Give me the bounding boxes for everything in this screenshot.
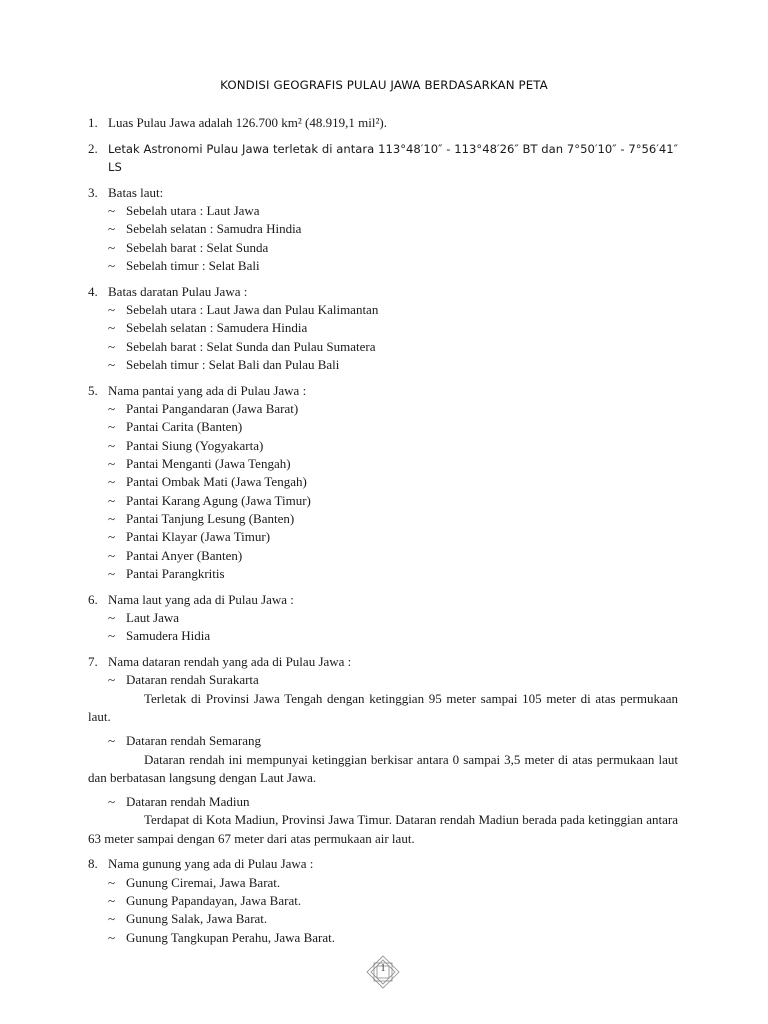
- sub-item-text: Pantai Ombak Mati (Jawa Tengah): [126, 474, 307, 490]
- sub-item: [108, 874, 678, 892]
- tilde-bullet: ~: [108, 565, 116, 581]
- sub-item: [108, 418, 678, 436]
- item-text: Nama gunung yang ada di Pulau Jawa :: [108, 856, 314, 872]
- tilde-bullet: ~: [108, 456, 116, 472]
- tilde-bullet: ~: [108, 437, 116, 453]
- list-item: [88, 591, 678, 646]
- sub-item-text: Pantai Parangkritis: [126, 565, 225, 581]
- tilde-bullet: ~: [108, 893, 116, 909]
- list-item: [88, 653, 678, 848]
- sub-item: [108, 437, 678, 455]
- sub-item-text: Pantai Karang Agung (Jawa Timur): [126, 492, 311, 508]
- item-text: Nama pantai yang ada di Pulau Jawa :: [108, 382, 307, 398]
- sub-item: [108, 671, 678, 689]
- sub-item: [108, 455, 678, 473]
- sub-item-text: Sebelah timur : Selat Bali: [126, 258, 260, 274]
- sub-item-description: Dataran rendah ini mempunyai ketinggian berkisar antara 0 sampai 3,5 meter di atas permukaan laut dan berbatasan langsung dengan Laut Jawa.: [88, 751, 678, 785]
- item-text: Batas daratan Pulau Jawa :: [108, 283, 248, 299]
- tilde-bullet: ~: [108, 474, 116, 490]
- list-item: [88, 283, 678, 374]
- sub-item-text: Laut Jawa: [126, 609, 180, 625]
- sub-item-text: Dataran rendah Surakarta: [126, 672, 259, 688]
- item-text: Luas Pulau Jawa adalah 126.700 km² (48.919,1 mil²).: [108, 115, 387, 130]
- sub-item: [108, 338, 678, 356]
- tilde-bullet: ~: [108, 221, 116, 237]
- sub-item: [108, 510, 678, 528]
- list-item: [88, 382, 678, 583]
- item-number: 2.: [88, 140, 98, 156]
- tilde-bullet: ~: [108, 672, 116, 688]
- sub-item: [108, 929, 678, 947]
- sub-item: [108, 528, 678, 546]
- sub-item: [108, 301, 678, 319]
- sub-item: [108, 565, 678, 583]
- tilde-bullet: ~: [108, 529, 116, 545]
- sub-item-text: Sebelah utara : Laut Jawa: [126, 203, 260, 219]
- sub-item: [108, 400, 678, 418]
- sub-item: [108, 793, 678, 811]
- tilde-bullet: ~: [108, 258, 116, 274]
- tilde-bullet: ~: [108, 419, 116, 435]
- tilde-bullet: ~: [108, 203, 116, 219]
- tilde-bullet: ~: [108, 510, 116, 526]
- sub-item: [108, 547, 678, 565]
- tilde-bullet: ~: [108, 401, 116, 417]
- sub-item: [108, 732, 678, 750]
- tilde-bullet: ~: [108, 338, 116, 354]
- sub-item: [108, 910, 678, 928]
- tilde-bullet: ~: [108, 609, 116, 625]
- sub-item-text: Sebelah timur : Selat Bali dan Pulau Bali: [126, 357, 340, 373]
- sub-item: [108, 627, 678, 645]
- document-body: [88, 114, 678, 954]
- tilde-bullet: ~: [108, 547, 116, 563]
- page-number: 1: [380, 963, 386, 974]
- sub-item: [108, 202, 678, 220]
- tilde-bullet: ~: [108, 733, 116, 749]
- tilde-bullet: ~: [108, 357, 116, 373]
- item-number: 1.: [88, 115, 98, 130]
- sub-item-description: Terletak di Provinsi Jawa Tengah dengan ketinggian 95 meter sampai 105 meter di atas permukaan laut.: [88, 690, 678, 724]
- sub-item: [108, 892, 678, 910]
- tilde-bullet: ~: [108, 929, 116, 945]
- item-text: Batas laut:: [108, 184, 164, 200]
- item-number: 4.: [88, 283, 98, 299]
- sub-item: [108, 609, 678, 627]
- sub-item-text: Pantai Menganti (Jawa Tengah): [126, 456, 291, 472]
- item-number: 8.: [88, 856, 98, 872]
- sub-item: [108, 257, 678, 275]
- sub-item: [108, 319, 678, 337]
- sub-item-text: Pantai Anyer (Banten): [126, 547, 243, 563]
- sub-item-text: Pantai Tanjung Lesung (Banten): [126, 510, 295, 526]
- sub-item-text: Samudera Hidia: [126, 628, 211, 644]
- sub-item-text: Pantai Pangandaran (Jawa Barat): [126, 401, 299, 417]
- sub-item-text: Pantai Siung (Yogyakarta): [126, 437, 264, 453]
- sub-item-text: Gunung Papandayan, Jawa Barat.: [126, 893, 302, 909]
- tilde-bullet: ~: [108, 874, 116, 890]
- sub-item-text: Gunung Tangkupan Perahu, Jawa Barat.: [126, 929, 335, 945]
- sub-item-text: Dataran rendah Madiun: [126, 794, 250, 810]
- list-item: [88, 140, 678, 177]
- sub-item-text: Sebelah barat : Selat Sunda dan Pulau Sumatera: [126, 338, 376, 354]
- tilde-bullet: ~: [108, 911, 116, 927]
- sub-item: [108, 220, 678, 238]
- sub-item-text: Pantai Carita (Banten): [126, 419, 243, 435]
- sub-item-text: Dataran rendah Semarang: [126, 733, 261, 749]
- tilde-bullet: ~: [108, 492, 116, 508]
- tilde-bullet: ~: [108, 794, 116, 810]
- sub-item: [108, 239, 678, 257]
- tilde-bullet: ~: [108, 302, 116, 318]
- item-text: Letak Astronomi Pulau Jawa terletak di antara 113°48′10″ - 113°48′26″ BT dan 7°50′10″ - 7°56′41″ LS: [108, 141, 678, 175]
- list-item: [88, 114, 678, 132]
- page-title: KONDISI GEOGRAFIS PULAU JAWA BERDASARKAN PETA: [220, 78, 548, 92]
- list-item: [88, 184, 678, 275]
- sub-item: [108, 492, 678, 510]
- sub-item-text: Gunung Salak, Jawa Barat.: [126, 911, 268, 927]
- item-text: Nama dataran rendah yang ada di Pulau Jawa :: [108, 654, 352, 670]
- item-text: Nama laut yang ada di Pulau Jawa :: [108, 591, 294, 607]
- item-number: 3.: [88, 184, 98, 200]
- item-number: 6.: [88, 591, 98, 607]
- sub-item-text: Sebelah selatan : Samudra Hindia: [126, 221, 302, 237]
- tilde-bullet: ~: [108, 628, 116, 644]
- sub-item-description: Terdapat di Kota Madiun, Provinsi Jawa Timur. Dataran rendah Madiun berada pada ketinggian antara 63 meter sampai dengan 67 meter dari atas permukaan air laut.: [88, 812, 678, 846]
- item-number: 7.: [88, 654, 98, 670]
- tilde-bullet: ~: [108, 239, 116, 255]
- tilde-bullet: ~: [108, 320, 116, 336]
- sub-item-text: Sebelah utara : Laut Jawa dan Pulau Kalimantan: [126, 302, 379, 318]
- list-item: [88, 855, 678, 946]
- sub-item: [108, 473, 678, 491]
- sub-item-text: Sebelah selatan : Samudera Hindia: [126, 320, 308, 336]
- sub-item-text: Sebelah barat : Selat Sunda: [126, 239, 269, 255]
- sub-item-text: Gunung Ciremai, Jawa Barat.: [126, 874, 281, 890]
- item-number: 5.: [88, 382, 98, 398]
- sub-item: [108, 356, 678, 374]
- sub-item-text: Pantai Klayar (Jawa Timur): [126, 529, 271, 545]
